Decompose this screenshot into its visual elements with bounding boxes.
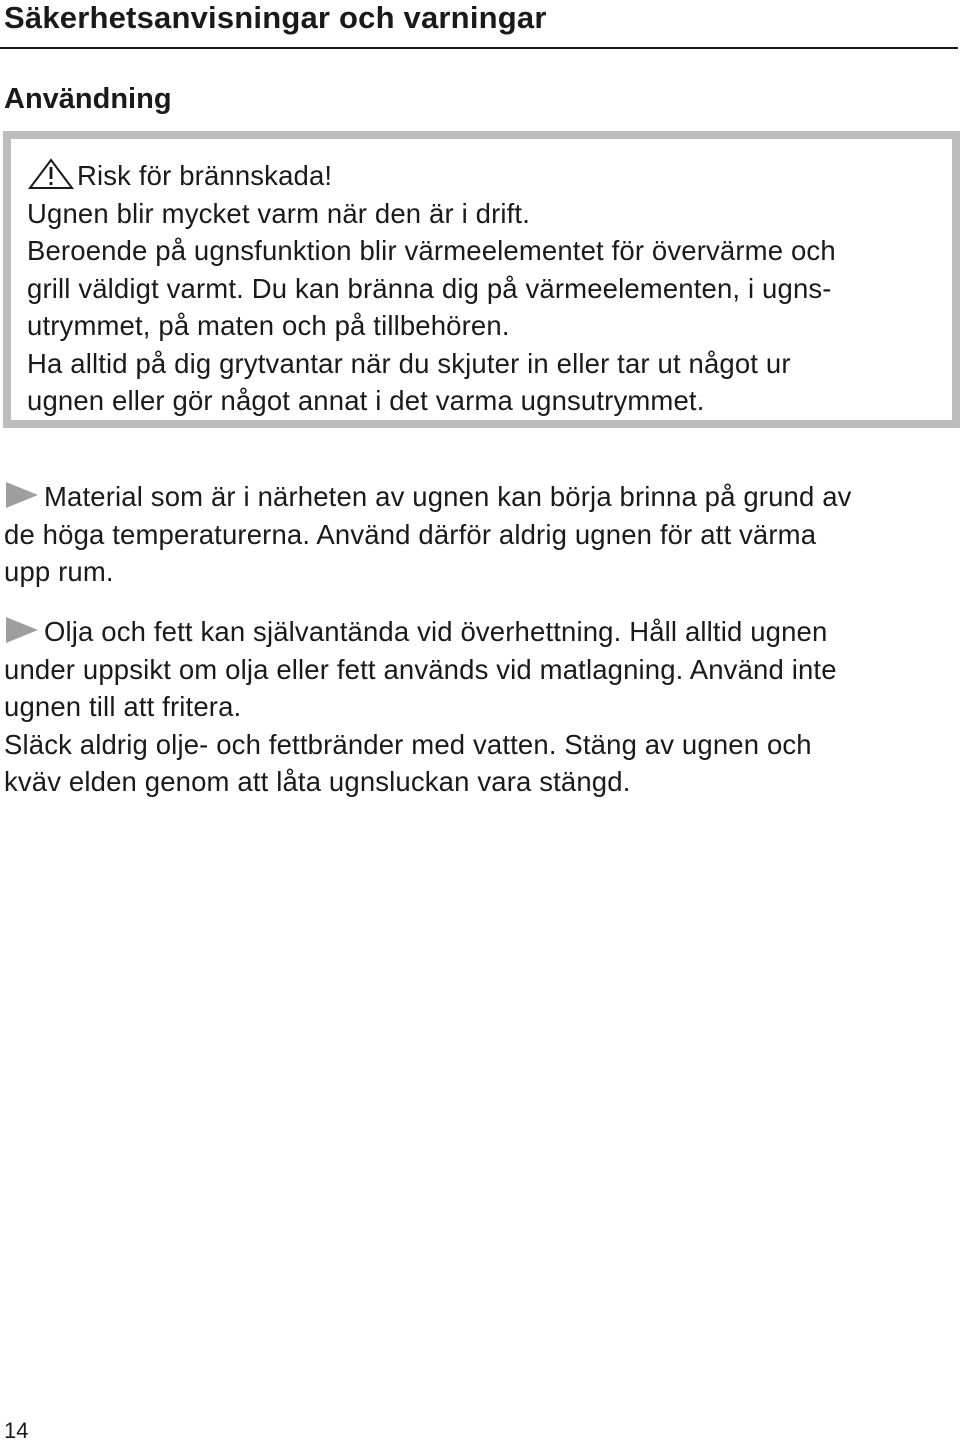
item-line: [4, 613, 958, 651]
warning-line: [27, 157, 947, 195]
warning-line: Ugnen blir mycket varm när den är i drift.: [27, 197, 531, 229]
item-line: upp rum.: [4, 556, 114, 587]
warning-triangle-icon: [27, 158, 75, 190]
item-line: [4, 478, 958, 516]
warning-line: Beroende på ugnsfunktion blir värmeelementet för övervärme och: [27, 235, 836, 266]
item-line: Släck aldrig olje- och fettbränder med vatten. Stäng av ugnen och: [4, 728, 812, 760]
page-title: Säkerhetsanvisningar och varningar: [4, 0, 547, 35]
safety-item-material: [4, 478, 958, 591]
item-line: kväv elden genom att låta ugnsluckan vara stängd.: [4, 766, 631, 797]
page-number: 14: [4, 1418, 29, 1443]
warning-line: grill väldigt varmt. Du kan bränna dig på värmeelementen, i ugns-: [27, 272, 832, 304]
item-line-text: Olja och fett kan självantända vid överhettning. Håll alltid ugnen: [44, 616, 828, 647]
title-divider: [0, 47, 958, 49]
item-line: ugnen till att fritera.: [4, 691, 242, 722]
item-line: under uppsikt om olja eller fett används vid matlagning. Använd inte: [4, 653, 837, 685]
item-line: de höga temperaturerna. Använd därför aldrig ugnen för att värma: [4, 518, 817, 550]
warning-line: ugnen eller gör något annat i det varma ugnsutrymmet.: [27, 385, 705, 416]
warning-line-text: Risk för brännskada!: [77, 160, 333, 191]
warning-line: Ha alltid på dig grytvantar när du skjuter in eller tar ut något ur: [27, 347, 791, 379]
section-heading: Användning: [4, 83, 172, 115]
arrow-right-icon: [4, 480, 40, 510]
safety-item-oil-fat: [4, 613, 958, 801]
warning-box: [3, 131, 960, 428]
arrow-right-icon: [4, 615, 40, 645]
warning-text: [27, 157, 947, 420]
item-line-text: Material som är i närheten av ugnen kan börja brinna på grund av: [44, 481, 852, 512]
warning-line: utrymmet, på maten och på tillbehören.: [27, 310, 510, 341]
